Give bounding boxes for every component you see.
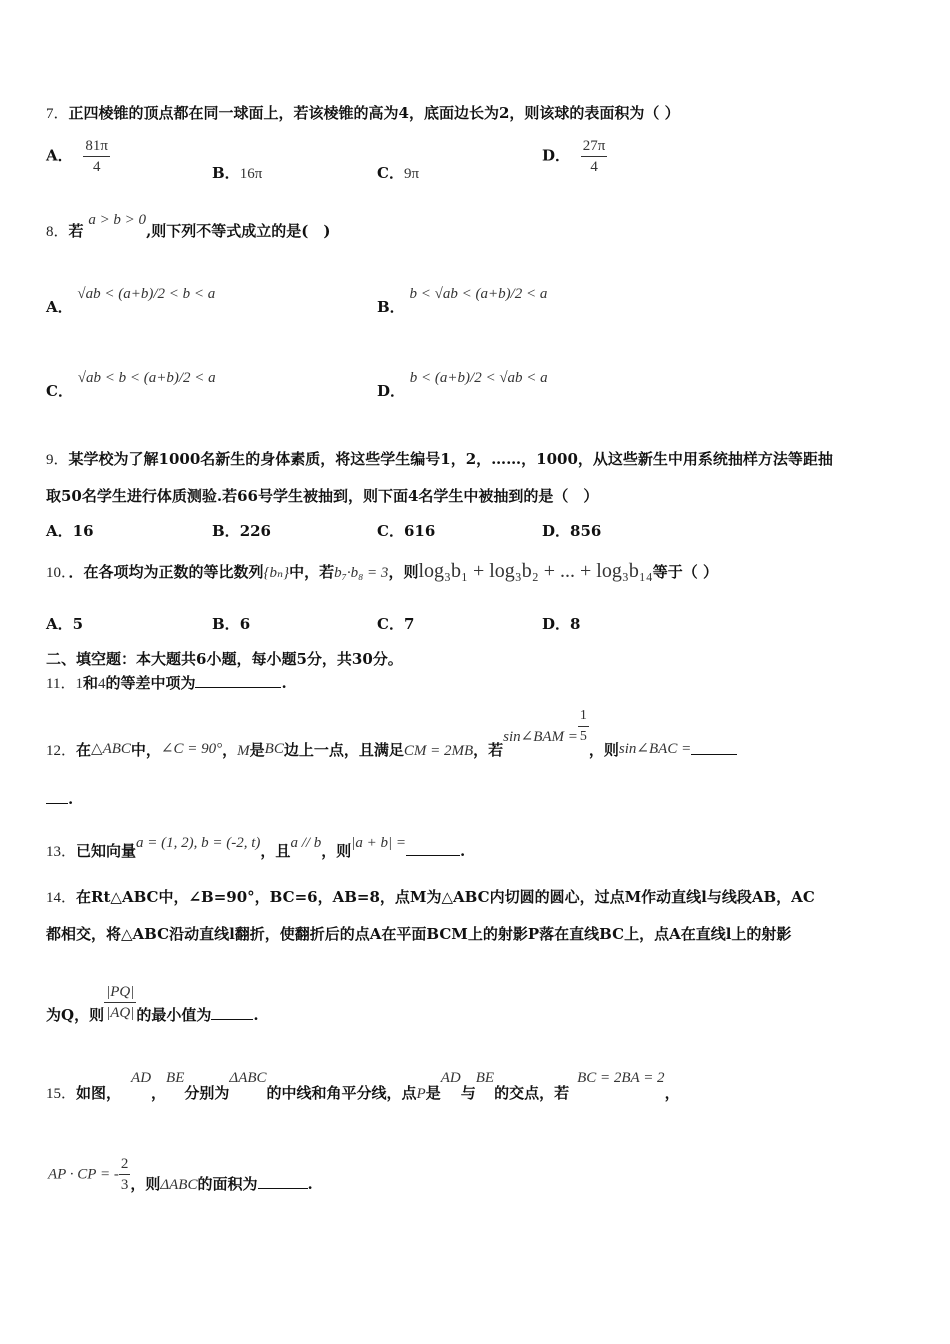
q8-option-b: B． b < √ab < (a+b)/2 < a (377, 286, 548, 316)
q13-answer-blank[interactable] (406, 855, 460, 856)
q12-stem: 12．在△ABC中，∠C = 90°，M是BC边上一点，且满足CM = 2MB，若sin∠BAM = $\frac{1}{5}$ ，则sin∠BAC = (46, 706, 737, 747)
q10-option-d: D．8 (542, 615, 581, 633)
q14-line3: 为Q，则 $\frac{|PQ|}{|AQ|}$ 的最小值为 . (46, 984, 259, 1024)
q12-answer-blank[interactable] (691, 754, 737, 755)
q13-stem: 13．已知向量a = (1, 2), b = (-2, t)，且a // b，则|a + b| = . (46, 835, 466, 860)
q9-line2: 取50名学生进行体质测验.若66号学生被抽到，则下面4名学生中被抽到的是（ ） (46, 487, 599, 505)
q15-answer-blank[interactable] (258, 1188, 308, 1189)
q10-option-c: C．7 (377, 615, 415, 633)
q7-option-a: A． $\frac{81\pi}{4}$ (46, 138, 108, 175)
q11-stem: 11．1和4的等差中项为 . (46, 674, 287, 692)
q14-answer-blank[interactable] (211, 1019, 253, 1020)
q12-blank-continuation: . (46, 790, 73, 808)
q9-option-b: B．226 (212, 522, 271, 540)
q10-option-a: A．5 (46, 615, 84, 633)
q8-option-c: C． √ab < b < (a+b)/2 < a (46, 370, 216, 400)
q9-option-d: D．856 (542, 522, 602, 540)
q8-stem: 8．若 a > b > 0,则下列不等式成立的是( ) (46, 212, 331, 240)
q9-option-a: A．16 (46, 522, 94, 540)
q7-option-d: D． $\frac{27\pi}{4}$ (542, 138, 606, 175)
section-heading: 二、填空题：本大题共6小题，每小题5分，共30分。 (46, 650, 403, 668)
q10-option-b: B．6 (212, 615, 251, 633)
q7-option-b: B．16π (212, 164, 263, 182)
q8-option-d: D． b < (a+b)/2 < √ab < a (377, 370, 548, 400)
q7-stem: 7．正四棱锥的顶点都在同一球面上，若该棱锥的高为4，底面边长为2，则该球的表面积为（ ） (46, 104, 680, 122)
q9-line1: 9．某学校为了解1000名新生的身体素质，将这些学生编号1，2，……，1000，从这些新生中用系统抽样方法等距抽 (46, 450, 833, 468)
q10-stem: 10．．在各项均为正数的等比数列{bₙ}中，若b₇·b₈ = 3，则log₃b₁ + log₃b₂ + ... + log₃b₁₄等于（ ） (46, 560, 719, 582)
q14-line1: 14．在Rt△ABC中，∠B=90°，BC=6，AB=8，点M为△ABC内切圆的圆心，过点M作动直线l与线段AB，AC (46, 888, 815, 906)
q8-option-a: A． √ab < (a+b)/2 < b < a (46, 286, 216, 316)
q11-answer-blank[interactable] (195, 687, 281, 688)
q15-line1: 15．如图，AD，BE分别为ΔABC的中线和角平分线，点P是AD与BE的交点，若BC = 2BA = 2， (46, 1070, 680, 1102)
q7-option-c: C．9π (377, 164, 420, 182)
q15-line2: AP · CP = - $\frac{2}{3}$ ，则ΔABC的面积为 . (48, 1156, 313, 1193)
q14-line2: 都相交，将△ABC沿动直线l翻折，使翻折后的点A在平面BCM上的射影P落在直线BC上，点A在直线l上的射影 (46, 925, 792, 943)
q9-option-c: C．616 (377, 522, 436, 540)
q12-answer-blank-end[interactable] (46, 803, 68, 804)
